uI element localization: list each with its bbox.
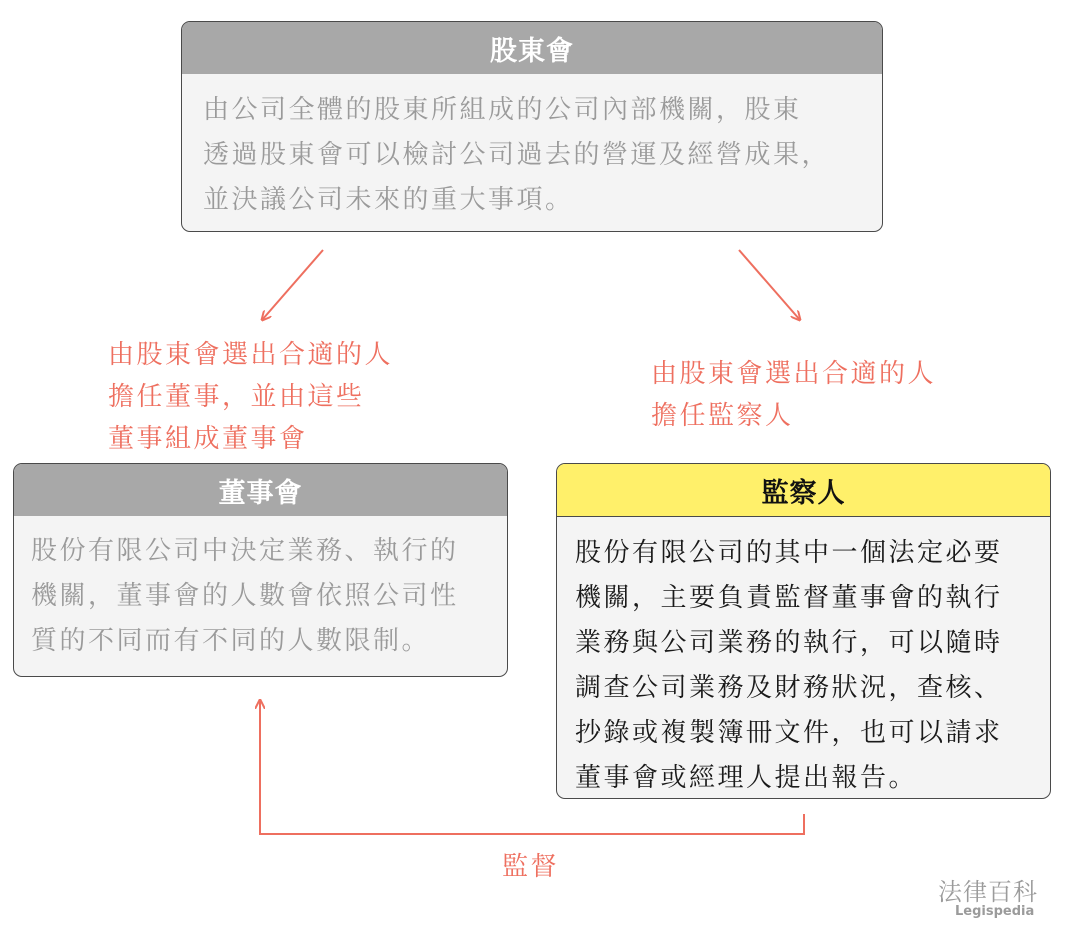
elect-supervisor-label: 由股東會選出合適的人 擔任監察人 xyxy=(651,359,937,431)
arrow-shareholders-to-board xyxy=(262,250,323,320)
shareholders-meeting-node xyxy=(181,21,883,232)
supervisor-node xyxy=(556,463,1051,799)
supervisor-description: 股份有限公司的其中一個法定必要 機關，主要負責監督董事會的執行 業務與公司業務的執行，可以隨時 調查公司業務及財務狀況，查核、 抄錄或複製簿冊文件，也可以請求 董事會或經理人提出報告。 xyxy=(575,538,1003,793)
supervisor-title: 監察人 xyxy=(557,464,1050,517)
monitor-label: 監督 xyxy=(502,852,560,882)
board-of-directors-description: 股份有限公司中決定業務、執行的 機關，董事會的人數會依照公司性 質的不同而有不同的人數限制。 xyxy=(31,536,459,656)
board-of-directors-title: 董事會 xyxy=(14,464,507,516)
watermark-subtitle: Legispedia xyxy=(955,904,1035,919)
shareholders-meeting-description: 由公司全體的股東所組成的公司內部機關，股東 透過股東會可以檢討公司過去的營運及經營成果， 並決議公司未來的重大事項。 xyxy=(203,95,831,215)
shareholders-meeting-title: 股東會 xyxy=(182,22,882,74)
arrow-shareholders-to-supervisor xyxy=(739,250,800,320)
elect-board-label: 由股東會選出合適的人 擔任董事，並由這些 董事組成董事會 xyxy=(108,340,394,454)
board-of-directors-node xyxy=(13,463,508,677)
watermark-logo-text: 法律百科 xyxy=(938,878,1038,906)
